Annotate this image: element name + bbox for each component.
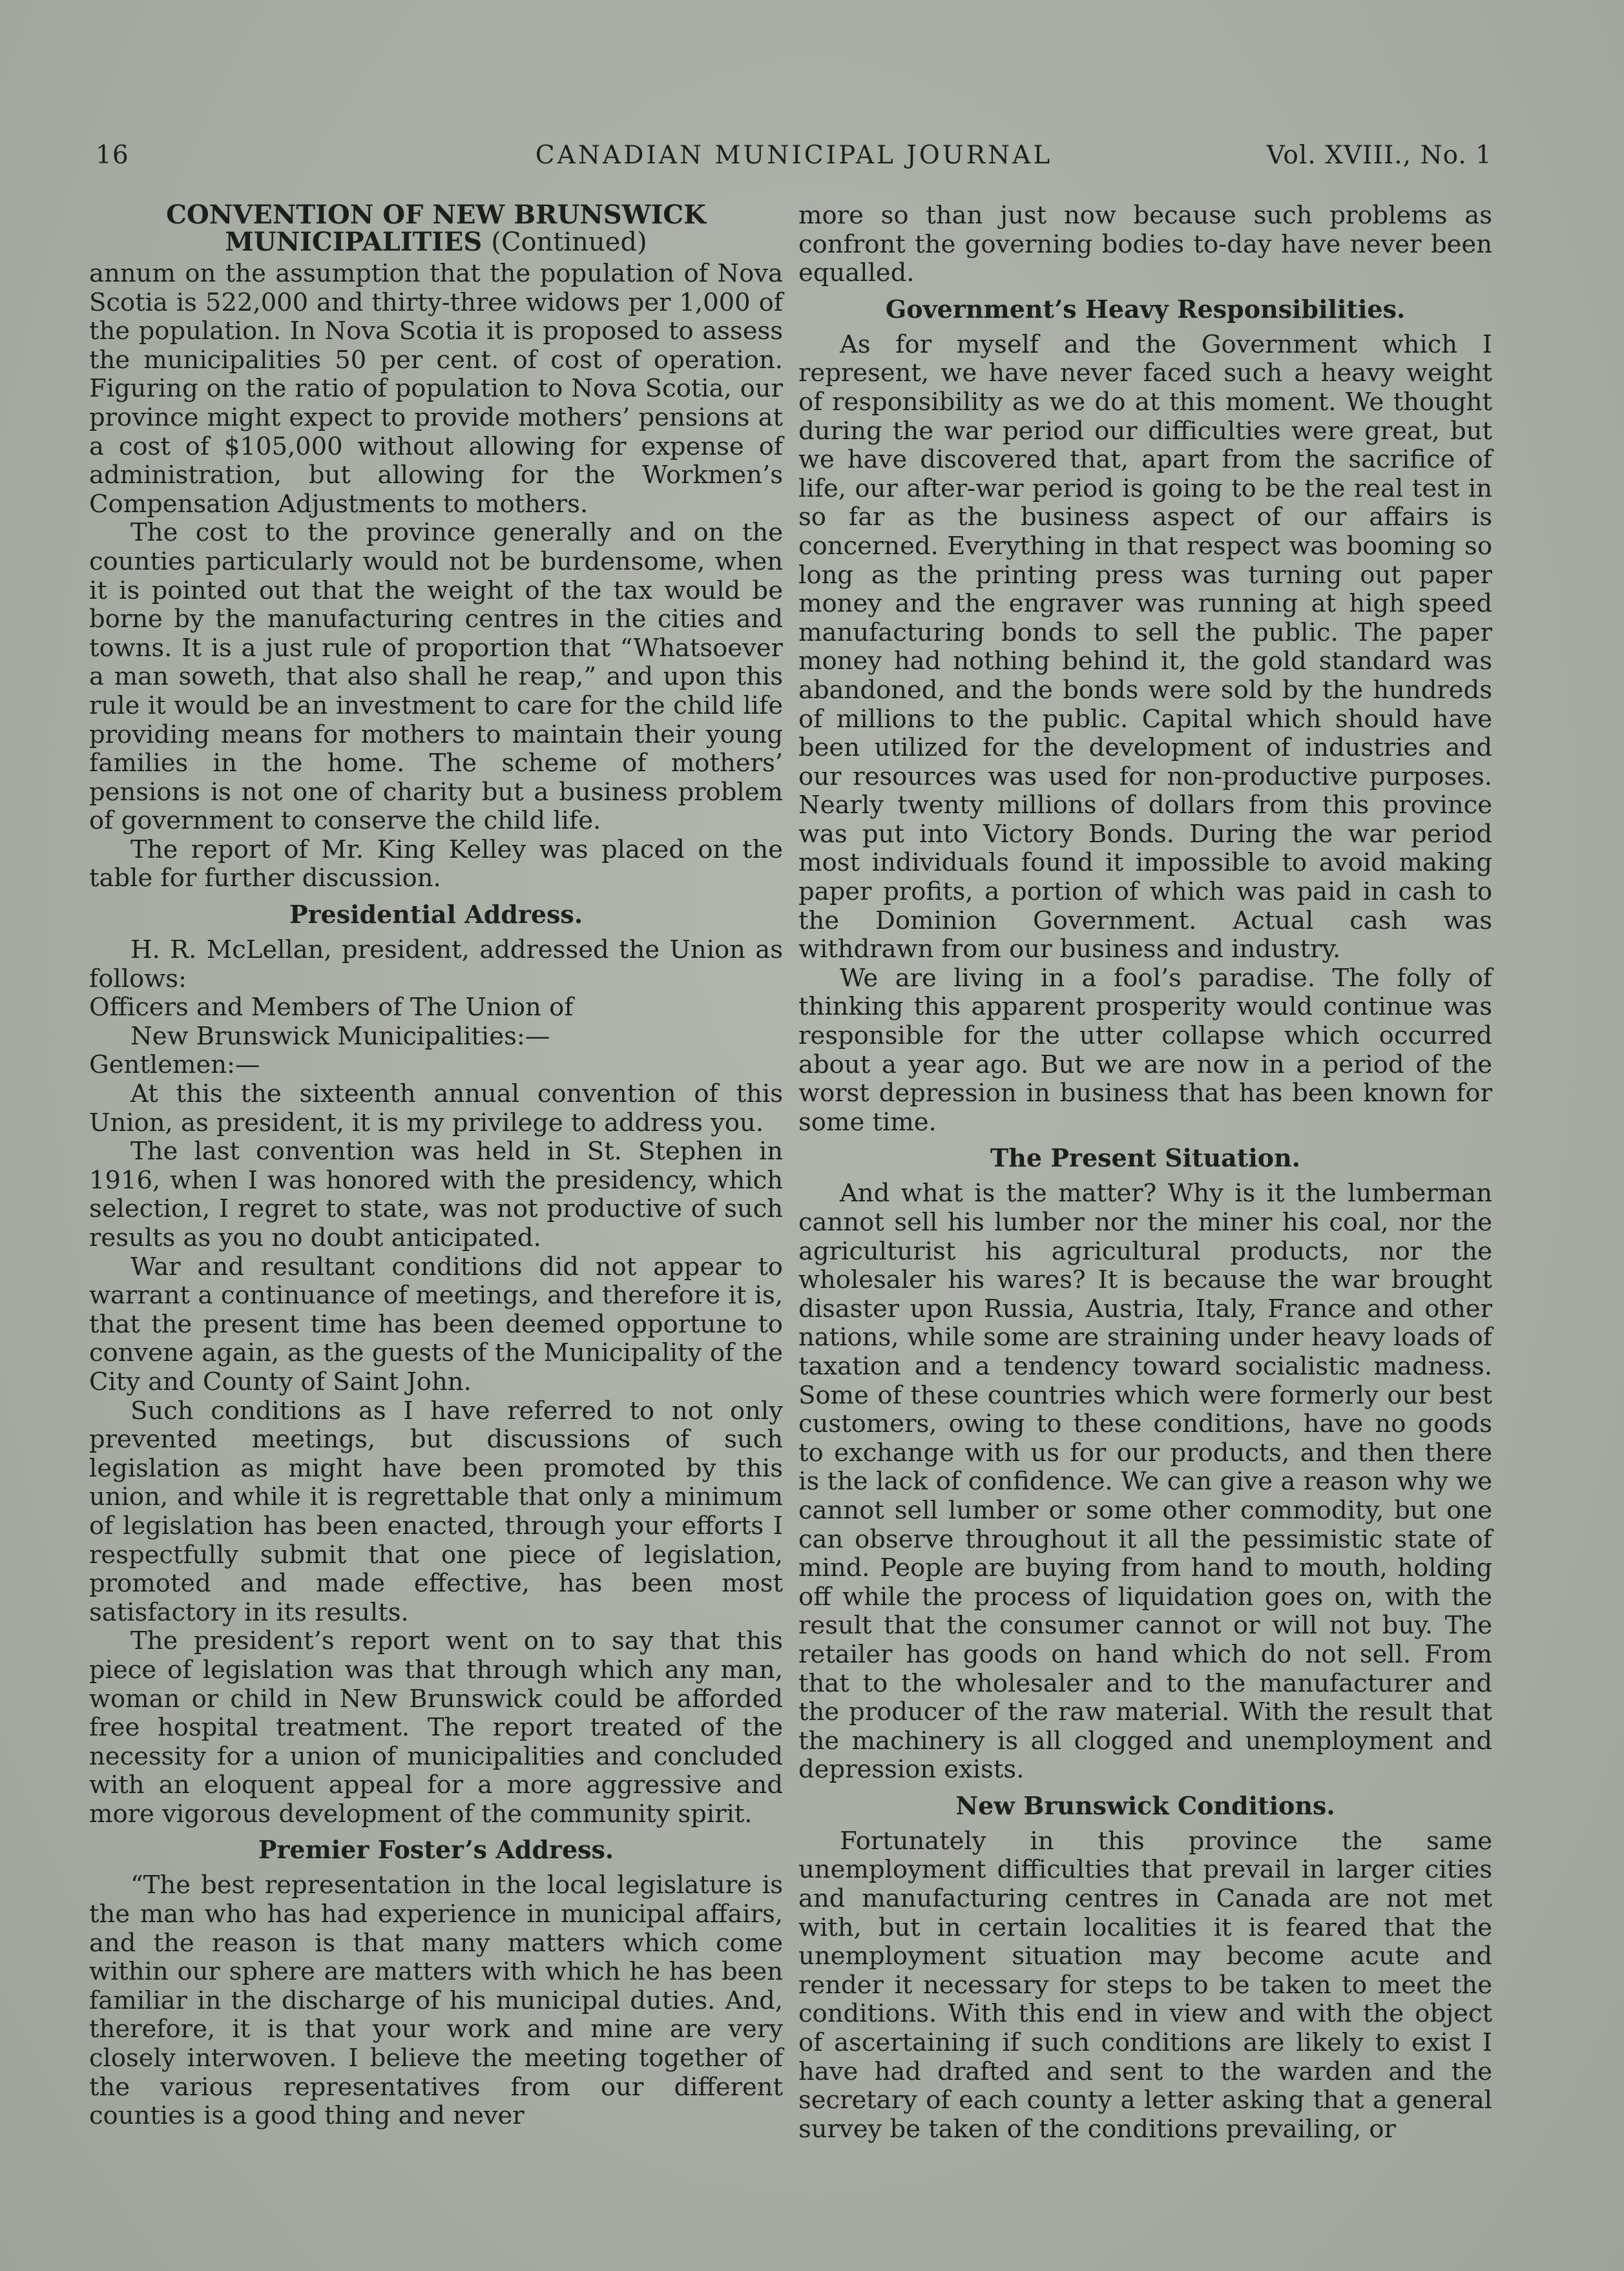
paragraph: The report of Mr. King Kelley was placed on the table for further discussion.: [89, 835, 783, 893]
paragraph: more so than just now because such problems as confront the governing bodies to-day have never been equalled.: [798, 201, 1492, 288]
salutation-line: New Brunswick Municipalities:—: [130, 1021, 550, 1051]
section-heading-presidential: Presidential Address.: [289, 900, 583, 929]
paragraph: And what is the matter? Why is it the lumberman cannot sell his lumber nor the miner his coal, nor the agriculturist his agricultural products, nor the wholesaler his wares? It is because the war brought disaster upon Russia, Austria, Italy, France and other nations, while some are straining under heavy loads of taxation and a tendency toward socialistic madness. Some of these countries which were formerly our best customers, owing to these conditions, have no goods to exchange with us for our products, and then there is the lack of confidence. We can give a reason why we cannot sell lumber or some other commodity, but one can observe throughout it all the pessimistic state of mind. People are buying from hand to mouth, holding off while the process of liquidation goes on, with the result that the consumer cannot or will not buy. The retailer has goods on hand which do not sell. From that to the wholesaler and to the manufacturer and the producer of the raw material. With the result that the machinery is all clogged and unemployment and depression exists.: [798, 1179, 1492, 1785]
article-title-line2: MUNICIPALITIES: [225, 227, 483, 257]
volume-number: Vol. XVIII., No. 1: [1266, 141, 1492, 170]
article-title: [89, 202, 783, 256]
salutation-line: Gentlemen:—: [89, 1050, 260, 1080]
section-heading-new-brunswick: New Brunswick Conditions.: [955, 1790, 1335, 1820]
article-title-continued: (Continued): [491, 227, 647, 257]
left-column: [89, 202, 783, 2131]
page-number: 16: [96, 141, 129, 170]
running-head: [96, 141, 1492, 180]
paragraph: H. R. McLellan, president, addressed the Union as follows:: [89, 935, 783, 993]
paragraph: Fortunately in this province the same unemployment difficulties that prevail in larger cities and manufacturing centres in Canada are not met with, but in certain localities it is feared that the unemployment situation may become acute and render it necessary for steps to be taken to meet the conditions. With this end in view and with the object of ascertaining if such conditions are likely to exist I have had drafted and sent to the warden and the secretary of each county a letter asking that a general survey be taken of the conditions prevailing, or: [798, 1826, 1492, 2144]
right-column: [798, 202, 1492, 2144]
article-title-line1: CONVENTION OF NEW BRUNSWICK: [166, 200, 706, 230]
paragraph: “The best representation in the local legislature is the man who has had experience in municipal affairs, and the reason is that many matters which come within our sphere are matters with which he has been familiar in the discharge of his municipal duties. And, therefore, it is that your work and mine are very closely interwoven. I believe the meeting together of the various representatives from our different counties is a good thing and never: [89, 1871, 783, 2131]
section-heading-government: Government’s Heavy Responsibilities.: [885, 294, 1406, 324]
paragraph: The president’s report went on to say that this piece of legislation was that through which any man, woman or child in New Brunswick could be afforded free hospital treatment. The report treated of the necessity for a union of municipalities and concluded with an eloquent appeal for a more aggressive and more vigorous development of the community spirit.: [89, 1626, 783, 1829]
section-heading-premier: Premier Foster’s Address.: [258, 1835, 614, 1865]
section-heading-situation: The Present Situation.: [990, 1143, 1300, 1173]
paragraph: annum on the assumption that the population of Nova Scotia is 522,000 and thirty-three widows per 1,000 of the population. In Nova Scotia it is proposed to assess the municipalities 50 per cent. of cost of operation. Figuring on the ratio of population to Nova Scotia, our province might expect to provide mothers’ pensions at a cost of $105,000 without allowing for expense of administration, but allowing for the Workmen’s Compensation Adjustments to mothers.: [89, 259, 783, 519]
paragraph: War and resultant conditions did not appear to warrant a continuance of meetings, and therefore it is, that the present time has been deemed opportune to convene again, as the guests of the Municipality of the City and County of Saint John.: [89, 1252, 783, 1396]
article-title-line2-wrap: [89, 229, 783, 256]
paragraph: At this the sixteenth annual convention of this Union, as president, it is my privilege to address you.: [89, 1079, 783, 1137]
paragraph: We are living in a fool’s paradise. The folly of thinking this apparent prosperity would continue was responsible for the utter collapse which occurred about a year ago. But we are now in a period of the worst depression in business that has been known for some time.: [798, 963, 1492, 1137]
paragraph: As for myself and the Government which I represent, we have never faced such a heavy weight of responsibility as we do at this moment. We thought during the war period our difficulties were great, but we have discovered that, apart from the sacrifice of life, our after-war period is going to be the real test in so far as the business aspect of our affairs is concerned. Everything in that respect was booming so long as the printing press was turning out paper money and the engraver was running at high speed manufacturing bonds to sell the public. The paper money had nothing behind it, the gold standard was abandoned, and the bonds were sold by the hundreds of millions to the public. Capital which should have been utilized for the development of industries and our resources was used for non-productive purposes. Nearly twenty millions of dollars from this province was put into Victory Bonds. During the war period most individuals found it impossible to avoid making paper profits, a portion of which was paid in cash to the Dominion Government. Actual cash was withdrawn from our business and industry.: [798, 329, 1492, 964]
salutation-line: Officers and Members of The Union of: [89, 993, 574, 1022]
paragraph: The cost to the province generally and on the counties particularly would not be burdensome, when it is pointed out that the weight of the tax would be borne by the manufacturing centres in the cities and towns. It is a just rule of proportion that “Whatsoever a man soweth, that also shall he reap,” and upon this rule it would be an investment to care for the child life providing means for mothers to maintain their young families in the home. The scheme of mothers’ pensions is not one of charity but a business problem of government to conserve the child life.: [89, 518, 783, 836]
paragraph: Such conditions as I have referred to not only prevented meetings, but discussions of such legislation as might have been promoted by this union, and while it is regrettable that only a minimum of legislation has been enacted, through your efforts I respectfully submit that one piece of legislation, promoted and made effective, has been most satisfactory in its results.: [89, 1396, 783, 1627]
paragraph: The last convention was held in St. Stephen in 1916, when I was honored with the presidency, which selection, I regret to state, was not productive of such results as you no doubt anticipated.: [89, 1137, 783, 1252]
journal-title: CANADIAN MUNICIPAL JOURNAL: [535, 141, 1053, 170]
